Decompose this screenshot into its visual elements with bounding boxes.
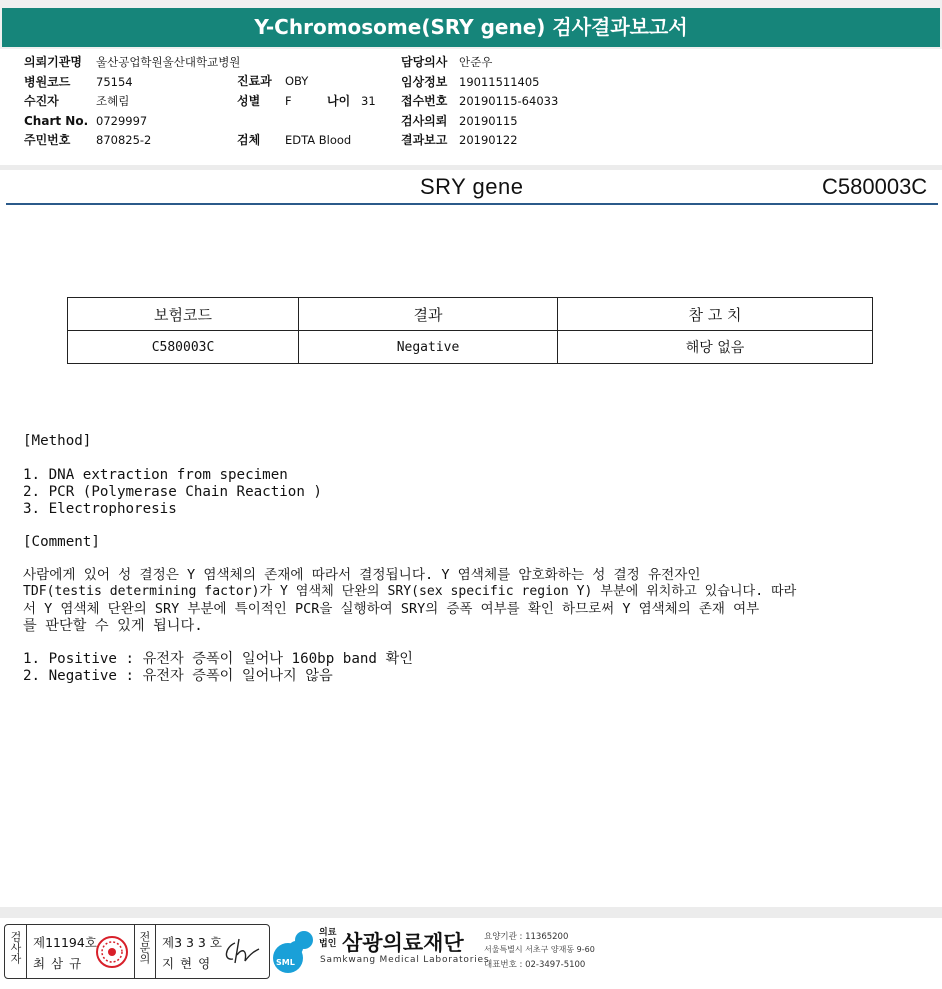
agency-number: 요양기관 : 11365200 [484,932,569,942]
signature-box [4,924,270,979]
label-chart-no: Chart No. [24,113,89,128]
cell-reference: 해당 없음 [558,331,873,364]
label-institution: 의뢰기관명 [24,55,82,69]
comment-line: 를 판단할 수 있게 됩니다. [23,618,203,634]
value-age: 31 [361,93,376,108]
section-divider [0,165,942,170]
label-age: 나이 [327,93,351,108]
divider [26,925,27,978]
method-item: 1. DNA extraction from specimen [23,467,288,483]
result-table-header [68,298,873,331]
lab-logo-block [270,924,940,977]
value-clinical-info: 19011511405 [459,74,540,89]
label-clinical-info: 임상정보 [401,74,448,89]
test-name: SRY gene [420,174,524,199]
reviewer-license: 제3 3 3 호 [162,935,222,950]
comment-item: 1. Positive : 유전자 증폭이 일어나 160bp band 확인 [23,651,413,667]
method-heading: [Method] [23,433,92,449]
reviewer-label: 전문의 [138,931,151,964]
comment-heading: [Comment] [23,534,100,550]
patient-info-col3 [401,53,558,151]
label-doctor: 담당의사 [401,55,448,69]
value-institution: 울산공업학원울산대학교병원 [96,55,241,69]
label-request-date: 검사의뢰 [401,113,448,128]
method-item: 3. Electrophoresis [23,501,177,517]
org-phone: 대표번호 : 02-3497-5100 [484,960,586,970]
examiner-name: 최 삼 규 [33,956,83,971]
examiner-seal-icon [95,935,129,969]
examiner-license: 제11194호 [33,935,97,950]
value-receipt-no: 20190115-64033 [459,94,559,108]
method-item: 2. PCR (Polymerase Chain Reaction ) [23,484,322,500]
divider [134,925,135,978]
signature-icon [221,937,261,967]
value-doctor: 안준우 [459,55,493,69]
cell-result: Negative [299,331,558,364]
sml-logo-text: SML [276,958,295,967]
label-resident-no: 주민번호 [24,133,71,147]
org-name: 삼광의료재단 [342,931,464,955]
title-underline [6,203,938,205]
header-result: 결과 [299,298,558,331]
patient-info-col2 [237,72,376,150]
label-sex: 성별 [237,93,261,108]
label-patient: 수진자 [24,94,59,108]
test-code: C580003C [822,174,928,199]
examiner-label: 검사자 [9,931,22,964]
footer-divider [0,907,942,918]
org-english-name: Samkwang Medical Laboratories [320,955,490,965]
reviewer-name: 지 현 영 [162,956,212,971]
header-insurance-code: 보험코드 [68,298,299,331]
value-resident-no: 870825-2 [96,133,152,147]
value-patient: 조혜림 [96,94,130,108]
label-receipt-no: 접수번호 [401,94,448,108]
patient-info-col1 [24,53,240,151]
label-specimen: 검체 [237,132,261,147]
value-specimen: EDTA Blood [285,132,352,147]
value-dept: OBY [285,74,309,88]
report-title-bar [0,0,942,49]
result-table [67,297,873,364]
report-title: Y-Chromosome(SRY gene) 검사결과보고서 [2,8,940,47]
org-address: 서울특별시 서초구 양재동 9-60 [484,945,595,954]
result-table-row [68,331,873,364]
value-report-date: 20190122 [459,133,518,147]
divider [155,925,156,978]
value-sex: F [285,93,292,108]
value-chart-no: 0729997 [96,113,148,128]
label-hospital-code: 병원코드 [24,74,71,89]
header-reference: 참 고 치 [558,298,873,331]
comment-line: 사람에게 있어 성 결정은 Y 염색체의 존재에 따라서 결정됩니다. Y 염색체를 암호화하는 성 결정 유전자인 [23,567,701,583]
comment-line: TDF(testis determining factor)가 Y 염색체 단완의 SRY(sex specific region Y) 부분에 위치하고 있습니다. 따라 [23,584,797,599]
value-request-date: 20190115 [459,113,518,128]
comment-item: 2. Negative : 유전자 증폭이 일어나지 않음 [23,668,333,684]
label-dept: 진료과 [237,74,272,88]
cell-insurance-code: C580003C [68,331,299,364]
comment-line: 서 Y 염색체 단완의 SRY 부분에 특이적인 PCR을 실행하여 SRY의 증폭 여부를 확인 하므로써 Y 염색체의 존재 여부 [23,601,760,617]
label-report-date: 결과보고 [401,133,448,147]
org-type: 의료법인 [319,928,337,949]
value-hospital-code: 75154 [96,74,133,89]
